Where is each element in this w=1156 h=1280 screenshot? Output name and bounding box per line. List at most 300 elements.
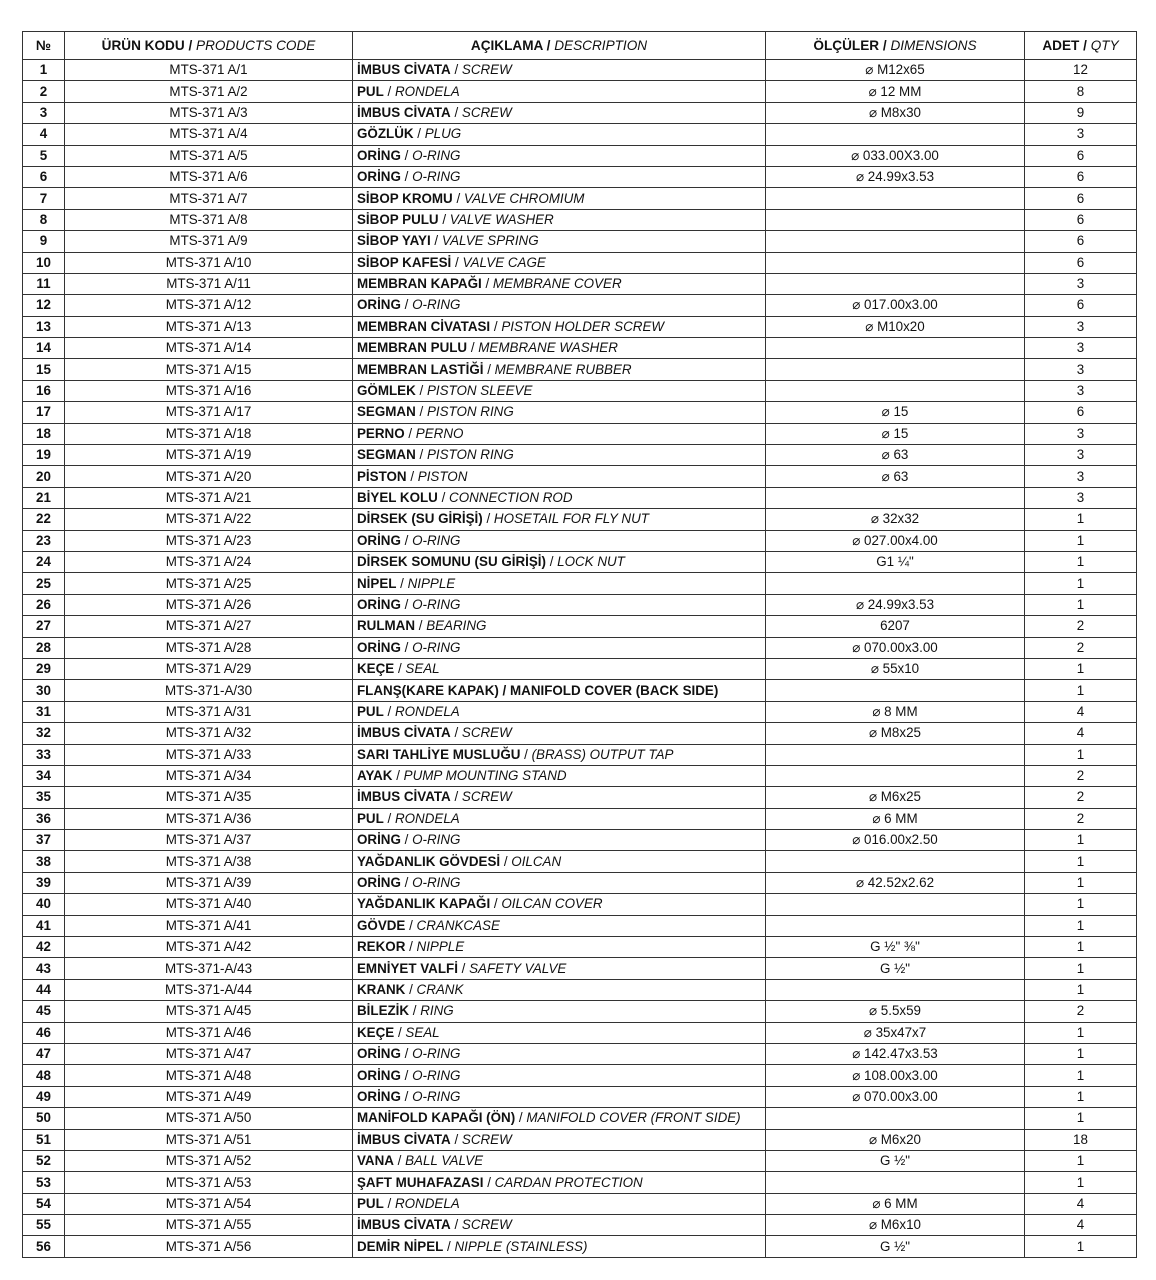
description-en: OILCAN <box>511 853 562 869</box>
dimensions <box>766 487 1025 508</box>
dimensions: ⌀ 108.00x3.00 <box>766 1065 1025 1086</box>
description-en: BALL VALVE <box>405 1153 484 1169</box>
description-separator: / <box>415 447 427 463</box>
quantity: 1 <box>1025 551 1137 572</box>
table-row <box>23 124 1137 145</box>
dimensions <box>766 252 1025 273</box>
description <box>353 1001 766 1022</box>
description-en: LOCK NUT <box>557 554 625 570</box>
description-en: O-RING <box>412 147 461 163</box>
product-code: MTS-371 A/6 <box>65 166 353 187</box>
product-code: MTS-371 A/29 <box>65 658 353 679</box>
description-separator: / <box>545 554 558 570</box>
row-number: 15 <box>23 359 65 380</box>
product-code: MTS-371 A/20 <box>65 466 353 487</box>
product-code: MTS-371 A/34 <box>65 765 353 786</box>
dimensions <box>766 359 1025 380</box>
description <box>353 145 766 166</box>
table-row <box>23 359 1137 380</box>
description-en: NIPPLE <box>407 575 456 591</box>
row-number: 36 <box>23 808 65 829</box>
header-no: № <box>23 32 65 60</box>
description <box>353 979 766 1000</box>
product-code: MTS-371 A/14 <box>65 338 353 359</box>
description <box>353 380 766 401</box>
row-number: 6 <box>23 166 65 187</box>
product-code: MTS-371 A/40 <box>65 894 353 915</box>
table-row <box>23 338 1137 359</box>
quantity: 2 <box>1025 765 1137 786</box>
row-number: 10 <box>23 252 65 273</box>
quantity: 1 <box>1025 979 1137 1000</box>
description-separator: / <box>450 104 462 120</box>
description-tr: DEMİR NİPEL <box>357 1238 444 1254</box>
quantity: 4 <box>1025 1193 1137 1214</box>
row-number: 54 <box>23 1193 65 1214</box>
row-number: 33 <box>23 744 65 765</box>
row-number: 28 <box>23 637 65 658</box>
description-en: O-RING <box>412 639 461 655</box>
description-en: MEMBRANE COVER <box>492 276 622 292</box>
description-tr: ORİNG <box>357 147 401 163</box>
dimensions <box>766 1108 1025 1129</box>
dimensions <box>766 744 1025 765</box>
description-separator: / <box>515 1110 527 1126</box>
description-separator: / <box>443 1238 455 1254</box>
table-row <box>23 445 1137 466</box>
description-separator: / <box>400 297 413 313</box>
dimensions <box>766 680 1025 701</box>
dimensions <box>766 338 1025 359</box>
description-tr: İMBUS CİVATA <box>357 725 451 741</box>
quantity: 2 <box>1025 808 1137 829</box>
description-en: CRANKCASE <box>416 917 500 933</box>
quantity: 1 <box>1025 509 1137 530</box>
table-row <box>23 1236 1137 1257</box>
dimensions: G ½" <box>766 1236 1025 1257</box>
product-code: MTS-371 A/53 <box>65 1172 353 1193</box>
row-number: 23 <box>23 530 65 551</box>
description-tr: ORİNG <box>357 875 401 891</box>
description-separator: / <box>400 169 413 185</box>
description-tr: VANA <box>357 1153 394 1169</box>
description-en: VALVE WASHER <box>449 211 554 227</box>
row-number: 55 <box>23 1215 65 1236</box>
description-en: RONDELA <box>394 703 460 719</box>
description-separator: / <box>405 917 417 933</box>
description-separator: / <box>394 1024 406 1040</box>
dimensions: ⌀ M8x30 <box>766 102 1025 123</box>
description-en: PUMP MOUNTING STAND <box>403 768 567 784</box>
row-number: 4 <box>23 124 65 145</box>
dimensions <box>766 209 1025 230</box>
description-en: O-RING <box>412 1067 461 1083</box>
row-number: 32 <box>23 723 65 744</box>
dimensions: ⌀ 63 <box>766 466 1025 487</box>
description-tr: BİLEZİK <box>357 1003 410 1019</box>
description-tr: GÖVDE <box>357 917 406 933</box>
quantity: 3 <box>1025 380 1137 401</box>
row-number: 37 <box>23 830 65 851</box>
description-en: RONDELA <box>394 810 460 826</box>
description-separator: / <box>467 340 479 356</box>
product-code: MTS-371 A/1 <box>65 60 353 81</box>
quantity: 18 <box>1025 1129 1137 1150</box>
description <box>353 338 766 359</box>
dimensions: ⌀ 32x32 <box>766 509 1025 530</box>
quantity: 2 <box>1025 1001 1137 1022</box>
description-separator: / <box>400 147 413 163</box>
dimensions <box>766 188 1025 209</box>
description-en: NIPPLE (STAINLESS) <box>454 1238 588 1254</box>
description <box>353 166 766 187</box>
description-en: RING <box>420 1003 454 1019</box>
dimensions <box>766 380 1025 401</box>
table-row <box>23 102 1137 123</box>
product-code: MTS-371-A/30 <box>65 680 353 701</box>
dimensions <box>766 765 1025 786</box>
quantity: 1 <box>1025 872 1137 893</box>
quantity: 3 <box>1025 124 1137 145</box>
description-en: MANIFOLD COVER (FRONT SIDE) <box>526 1110 741 1126</box>
row-number: 12 <box>23 295 65 316</box>
description-separator: / <box>415 383 427 399</box>
row-number: 39 <box>23 872 65 893</box>
description-tr: ORİNG <box>357 297 401 313</box>
quantity: 1 <box>1025 1022 1137 1043</box>
description-tr: MEMBRAN PULU <box>357 340 468 356</box>
description <box>353 445 766 466</box>
dimensions <box>766 894 1025 915</box>
quantity: 1 <box>1025 1236 1137 1257</box>
description <box>353 1236 766 1257</box>
product-code: MTS-371 A/13 <box>65 316 353 337</box>
row-number: 51 <box>23 1129 65 1150</box>
product-code: MTS-371 A/36 <box>65 808 353 829</box>
product-code: MTS-371 A/26 <box>65 594 353 615</box>
dimensions: ⌀ 15 <box>766 402 1025 423</box>
description-separator: / <box>400 1067 413 1083</box>
dimensions: ⌀ M6x10 <box>766 1215 1025 1236</box>
quantity: 3 <box>1025 338 1137 359</box>
description-separator: / <box>483 1174 495 1190</box>
description-tr: ORİNG <box>357 1088 401 1104</box>
description-separator: / <box>415 404 427 420</box>
row-number: 30 <box>23 680 65 701</box>
description-separator: / <box>392 768 404 784</box>
product-code: MTS-371 A/22 <box>65 509 353 530</box>
product-code: MTS-371 A/18 <box>65 423 353 444</box>
description-tr: REKOR <box>357 939 406 955</box>
row-number: 7 <box>23 188 65 209</box>
description-en: OILCAN COVER <box>501 896 603 912</box>
description <box>353 466 766 487</box>
description-en: PISTON RING <box>426 404 514 420</box>
description-tr: BİYEL KOLU <box>357 490 438 505</box>
description-en: PISTON SLEEVE <box>426 383 533 399</box>
description-tr: NİPEL <box>357 575 397 591</box>
product-code: MTS-371 A/11 <box>65 273 353 294</box>
table-row <box>23 1215 1137 1236</box>
description <box>353 851 766 872</box>
dimensions: ⌀ M12x65 <box>766 60 1025 81</box>
description-en: O-RING <box>412 875 461 891</box>
quantity: 1 <box>1025 1150 1137 1171</box>
description-en: PISTON HOLDER SCREW <box>501 318 665 334</box>
dimensions: ⌀ 6 MM <box>766 1193 1025 1214</box>
product-code: MTS-371 A/9 <box>65 231 353 252</box>
dimensions: ⌀ 35x47x7 <box>766 1022 1025 1043</box>
description-en: PISTON RING <box>426 447 514 463</box>
description-en: VALVE CAGE <box>462 254 546 270</box>
product-code: MTS-371 A/56 <box>65 1236 353 1257</box>
row-number: 41 <box>23 915 65 936</box>
description-separator: / <box>481 276 493 292</box>
description <box>353 487 766 508</box>
description-en: MEMBRANE RUBBER <box>494 361 632 377</box>
description-en: SCREW <box>461 1217 512 1233</box>
quantity: 1 <box>1025 1108 1137 1129</box>
table-row <box>23 530 1137 551</box>
table-row <box>23 1172 1137 1193</box>
header-qty: ADET / QTY <box>1025 32 1137 60</box>
description <box>353 915 766 936</box>
product-code: MTS-371 A/55 <box>65 1215 353 1236</box>
description-tr: PUL <box>357 810 384 826</box>
dimensions <box>766 1172 1025 1193</box>
dimensions: ⌀ 070.00x3.00 <box>766 637 1025 658</box>
dimensions: ⌀ 55x10 <box>766 658 1025 679</box>
dimensions: ⌀ 5.5x59 <box>766 1001 1025 1022</box>
description-en: VALVE CHROMIUM <box>463 190 585 206</box>
dimensions: ⌀ 070.00x3.00 <box>766 1086 1025 1107</box>
quantity: 6 <box>1025 252 1137 273</box>
description <box>353 594 766 615</box>
dimensions: ⌀ M8x25 <box>766 723 1025 744</box>
description-en: SAFETY VALVE <box>469 960 567 976</box>
description <box>353 231 766 252</box>
description-en: PLUG <box>424 126 462 142</box>
description-separator: / <box>400 832 413 848</box>
dimensions: ⌀ 15 <box>766 423 1025 444</box>
quantity: 1 <box>1025 1043 1137 1064</box>
product-code: MTS-371 A/10 <box>65 252 353 273</box>
quantity: 1 <box>1025 680 1137 701</box>
product-code: MTS-371 A/2 <box>65 81 353 102</box>
description-tr: PERNO <box>357 425 405 441</box>
row-number: 18 <box>23 423 65 444</box>
table-row <box>23 808 1137 829</box>
description-separator: / <box>482 511 494 527</box>
description-separator: / <box>490 318 502 334</box>
description-separator: / <box>438 211 450 227</box>
description <box>353 81 766 102</box>
description-separator: / <box>396 575 408 591</box>
description <box>353 808 766 829</box>
description <box>353 701 766 722</box>
dimensions: ⌀ 017.00x3.00 <box>766 295 1025 316</box>
table-row <box>23 1022 1137 1043</box>
dimensions <box>766 979 1025 1000</box>
row-number: 47 <box>23 1043 65 1064</box>
product-code: MTS-371 A/16 <box>65 380 353 401</box>
table-row <box>23 1086 1137 1107</box>
description <box>353 958 766 979</box>
description-tr: KEÇE <box>357 1024 395 1040</box>
product-code: MTS-371 A/42 <box>65 937 353 958</box>
header-dimensions: ÖLÇÜLER / DIMENSIONS <box>766 32 1025 60</box>
row-number: 22 <box>23 509 65 530</box>
table-row <box>23 787 1137 808</box>
description-separator: / <box>383 1195 395 1211</box>
product-code: MTS-371 A/41 <box>65 915 353 936</box>
description <box>353 573 766 594</box>
row-number: 40 <box>23 894 65 915</box>
description <box>353 423 766 444</box>
quantity: 1 <box>1025 744 1137 765</box>
description-tr: FLANŞ(KARE KAPAK) / MANIFOLD COVER (BACK SIDE) <box>357 682 719 698</box>
row-number: 9 <box>23 231 65 252</box>
row-number: 21 <box>23 487 65 508</box>
product-code: MTS-371 A/28 <box>65 637 353 658</box>
description-tr: İMBUS CİVATA <box>357 104 451 120</box>
row-number: 35 <box>23 787 65 808</box>
product-code: MTS-371 A/25 <box>65 573 353 594</box>
quantity: 12 <box>1025 60 1137 81</box>
table-row <box>23 744 1137 765</box>
description-separator: / <box>450 789 462 805</box>
description-separator: / <box>400 1088 413 1104</box>
quantity: 3 <box>1025 273 1137 294</box>
description <box>353 124 766 145</box>
dimensions: ⌀ 24.99x3.53 <box>766 166 1025 187</box>
description-en: O-RING <box>412 297 461 313</box>
product-code: MTS-371 A/5 <box>65 145 353 166</box>
product-code: MTS-371 A/38 <box>65 851 353 872</box>
description-tr: İMBUS CİVATA <box>357 789 451 805</box>
parts-table <box>22 31 1137 1258</box>
table-row <box>23 937 1137 958</box>
quantity: 6 <box>1025 209 1137 230</box>
description-separator: / <box>383 810 395 826</box>
table-row <box>23 166 1137 187</box>
quantity: 1 <box>1025 894 1137 915</box>
product-code: MTS-371 A/51 <box>65 1129 353 1150</box>
table-row <box>23 765 1137 786</box>
quantity: 3 <box>1025 316 1137 337</box>
description-separator: / <box>452 190 464 206</box>
dimensions: ⌀ 42.52x2.62 <box>766 872 1025 893</box>
description-tr: SİBOP KAFESİ <box>357 254 452 270</box>
description-tr: YAĞDANLIK GÖVDESİ <box>357 853 501 869</box>
description-separator: / <box>393 1153 406 1169</box>
product-code: MTS-371 A/24 <box>65 551 353 572</box>
product-code: MTS-371 A/15 <box>65 359 353 380</box>
table-row <box>23 1193 1137 1214</box>
product-code: MTS-371 A/31 <box>65 701 353 722</box>
description-tr: SİBOP PULU <box>357 211 439 227</box>
description <box>353 765 766 786</box>
quantity: 3 <box>1025 466 1137 487</box>
description <box>353 188 766 209</box>
description-en: PERNO <box>415 425 464 441</box>
dimensions: ⌀ 016.00x2.50 <box>766 830 1025 851</box>
description-separator: / <box>400 639 413 655</box>
row-number: 27 <box>23 616 65 637</box>
dimensions: ⌀ 6 MM <box>766 808 1025 829</box>
description-tr: PUL <box>357 83 384 99</box>
description-tr: ORİNG <box>357 1067 401 1083</box>
header-row <box>23 32 1137 60</box>
description <box>353 1193 766 1214</box>
description-en: (BRASS) OUTPUT TAP <box>531 746 674 762</box>
table-row <box>23 680 1137 701</box>
description-en: RONDELA <box>394 1195 460 1211</box>
description-tr: ORİNG <box>357 1046 401 1062</box>
product-code: MTS-371 A/4 <box>65 124 353 145</box>
description-tr: ORİNG <box>357 169 401 185</box>
row-number: 56 <box>23 1236 65 1257</box>
description-separator: / <box>404 425 416 441</box>
quantity: 1 <box>1025 958 1137 979</box>
product-code: MTS-371 A/37 <box>65 830 353 851</box>
table-row <box>23 551 1137 572</box>
description-en: NIPPLE <box>416 939 465 955</box>
description-en: PISTON <box>417 468 468 484</box>
product-code: MTS-371 A/12 <box>65 295 353 316</box>
product-code: MTS-371-A/44 <box>65 979 353 1000</box>
description-tr: ORİNG <box>357 596 401 612</box>
description-separator: / <box>451 254 463 270</box>
table-row <box>23 423 1137 444</box>
description-tr: SEGMAN <box>357 404 416 420</box>
row-number: 20 <box>23 466 65 487</box>
quantity: 6 <box>1025 231 1137 252</box>
product-code: MTS-371 A/54 <box>65 1193 353 1214</box>
description <box>353 937 766 958</box>
dimensions: G ½" <box>766 958 1025 979</box>
quantity: 4 <box>1025 723 1137 744</box>
dimensions <box>766 851 1025 872</box>
table-row <box>23 1108 1137 1129</box>
quantity: 1 <box>1025 915 1137 936</box>
description <box>353 1022 766 1043</box>
description-tr: İMBUS CİVATA <box>357 62 451 78</box>
table-row <box>23 958 1137 979</box>
description <box>353 680 766 701</box>
quantity: 3 <box>1025 487 1137 508</box>
product-code: MTS-371 A/17 <box>65 402 353 423</box>
description-en: SCREW <box>461 104 512 120</box>
dimensions <box>766 573 1025 594</box>
row-number: 53 <box>23 1172 65 1193</box>
quantity: 3 <box>1025 423 1137 444</box>
description-separator: / <box>415 618 427 634</box>
row-number: 25 <box>23 573 65 594</box>
description <box>353 359 766 380</box>
table-row <box>23 1150 1137 1171</box>
description-tr: ŞAFT MUHAFAZASI <box>357 1174 484 1190</box>
table-header <box>23 32 1137 60</box>
description-en: O-RING <box>412 832 461 848</box>
table-row <box>23 466 1137 487</box>
description-en: CONNECTION ROD <box>449 490 573 505</box>
dimensions: ⌀ 027.00x4.00 <box>766 530 1025 551</box>
row-number: 5 <box>23 145 65 166</box>
product-code: MTS-371 A/7 <box>65 188 353 209</box>
description-en: SEAL <box>405 661 440 677</box>
description <box>353 252 766 273</box>
